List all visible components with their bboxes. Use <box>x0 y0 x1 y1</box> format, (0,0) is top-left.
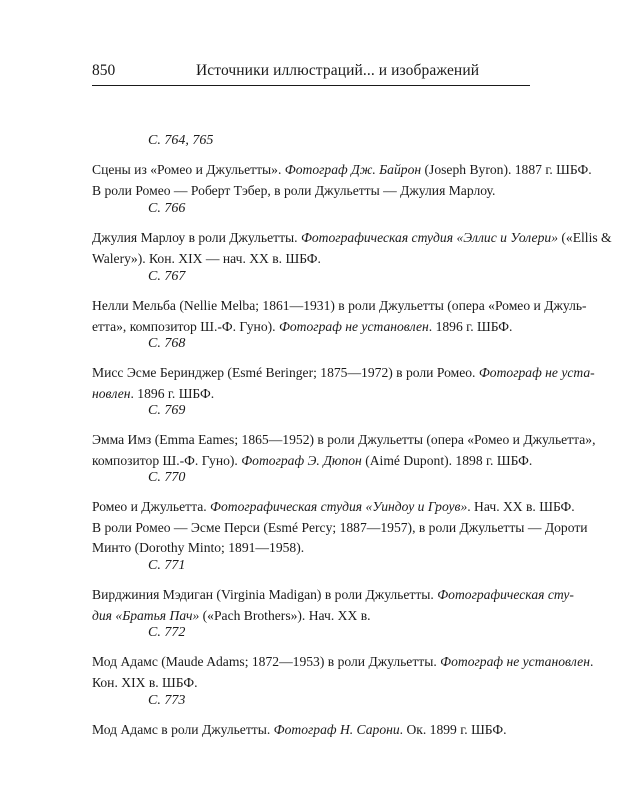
text-segment: Джулия Марлоу в роли Джульетты. <box>92 230 301 245</box>
text-segment: . 1896 г. ШБФ. <box>130 385 215 401</box>
text-segment: композитор Ш.-Ф. Гуно). <box>92 452 242 468</box>
entry-text <box>92 720 530 741</box>
entry-text <box>92 497 588 559</box>
entry-text <box>92 430 596 471</box>
text-line <box>92 430 596 451</box>
entry-text <box>92 296 587 337</box>
entry <box>92 333 595 404</box>
entry-text <box>92 363 595 404</box>
text-segment: (Joseph Byron). 1887 г. ШБФ. <box>421 162 592 177</box>
header-rule <box>92 85 530 86</box>
text-line <box>92 497 575 518</box>
page-reference: С. 764, 765 <box>148 133 214 148</box>
entry-text <box>92 228 612 269</box>
italic-credit: Фотографическая сту- <box>437 587 574 602</box>
text-segment: . Ок. 1899 г. ШБФ. <box>399 722 507 737</box>
text-segment: Ромео и Джульетта. <box>92 499 211 514</box>
entry <box>92 555 574 626</box>
entry-text <box>92 652 594 693</box>
text-segment: (Aimé Dupont). 1898 г. ШБФ. <box>361 452 533 468</box>
italic-credit: новлен <box>92 385 131 401</box>
text-line <box>92 518 588 539</box>
page-reference: С. 773 <box>148 693 186 708</box>
text-segment: . <box>589 654 594 669</box>
text-segment: . 1896 г. ШБФ. <box>428 318 513 334</box>
text-segment: («Pach Brothers»). Нач. XX в. <box>199 607 371 623</box>
text-segment: . Нач. XX в. ШБФ. <box>467 499 575 514</box>
text-line <box>92 363 595 384</box>
text-line <box>92 652 594 673</box>
text-segment: Кон. XIX в. ШБФ. <box>92 674 198 690</box>
text-line <box>92 160 592 181</box>
page-reference: С. 770 <box>148 470 186 485</box>
italic-credit: Фотограф Н. Сарони <box>273 722 400 737</box>
entry <box>92 130 592 201</box>
entry <box>92 690 530 741</box>
text-segment: Мисс Эсме Беринджер (Esmé Beringer; 1875—1972) в роли Ромео. <box>92 365 479 380</box>
entry-text <box>92 585 574 626</box>
entry <box>92 198 612 269</box>
italic-credit: Фотограф не установлен <box>278 318 429 334</box>
entry-text <box>92 160 592 201</box>
page-reference: С. 766 <box>148 201 186 216</box>
page-reference: С. 772 <box>148 625 186 640</box>
italic-credit: Фотографическая студия «Эллис и Уолери» <box>300 230 558 245</box>
entry <box>92 467 588 559</box>
text-segment: Сцены из «Ромео и Джульетты». <box>92 162 285 177</box>
italic-credit: дия «Братья Пач» <box>92 607 200 623</box>
italic-credit: Фотограф Дж. Байрон <box>284 162 422 177</box>
text-line <box>92 296 587 317</box>
text-segment: Вирджиния Мэдиган (Virginia Madigan) в роли Джульетты. <box>92 587 438 602</box>
text-segment: Эмма Имз (Emma Eames; 1865—1952) в роли Джульетты (опера «Ромео и Джульетта», <box>92 432 596 447</box>
italic-credit: Фотограф не установлен <box>440 654 590 669</box>
page-header <box>92 62 530 84</box>
running-title: Источники иллюстраций... и изображений <box>196 62 480 79</box>
page-reference: С. 767 <box>148 269 186 284</box>
page-reference: С. 768 <box>148 336 186 351</box>
entry <box>92 266 587 337</box>
page-reference: С. 771 <box>148 558 186 573</box>
italic-credit: Фотограф Э. Дюпон <box>241 452 362 468</box>
text-segment: етта», композитор Ш.-Ф. Гуно). <box>92 318 279 334</box>
italic-credit: Фотографическая студия «Уиндоу и Гроув» <box>210 499 468 514</box>
text-segment: («Ellis & <box>558 230 612 245</box>
text-line <box>92 585 574 606</box>
text-segment: Минто (Dorothy Minto; 1891—1958). <box>92 540 305 555</box>
italic-credit: Фотограф не уста- <box>478 365 595 380</box>
text-line <box>92 228 612 249</box>
entry <box>92 622 594 693</box>
text-segment: В роли Ромео — Роберт Тэбер, в роли Джульетты — Джулия Марлоу. <box>92 182 496 198</box>
page-reference: С. 769 <box>148 403 186 418</box>
text-line <box>92 720 530 741</box>
text-segment: В роли Ромео — Эсме Перси (Esmé Percy; 1887—1957), в роли Джульетты — Дороти <box>92 519 588 535</box>
entry <box>92 400 596 471</box>
text-segment: Мод Адамс в роли Джульетты. <box>92 722 274 737</box>
text-segment: Мод Адамс (Maude Adams; 1872—1953) в роли Джульетты. <box>92 654 441 669</box>
text-segment: Walery»). Кон. XIX — нач. XX в. ШБФ. <box>92 250 321 266</box>
text-segment: Нелли Мельба (Nellie Melba; 1861—1931) в роли Джульетты (опера «Ромео и Джуль- <box>92 298 587 313</box>
page-number: 850 <box>92 62 116 79</box>
